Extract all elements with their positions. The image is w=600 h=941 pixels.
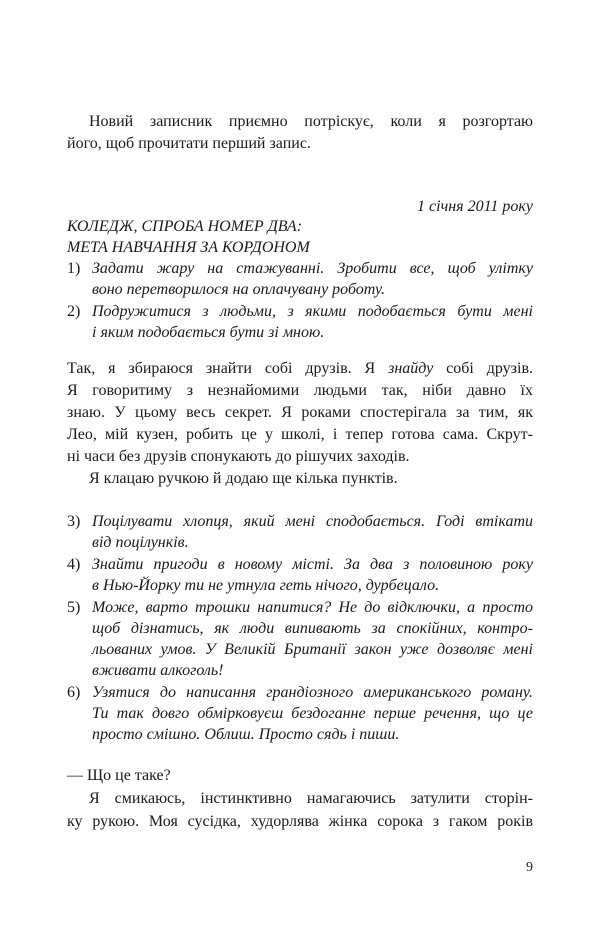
emphasis: знайду [388,360,434,377]
list-item: воно перетворилося на оплачувану роботу. [92,281,386,298]
entry-date: 1 січня 2011 року [417,198,533,215]
intro-line: його, щоб прочитати перший запис. [67,135,311,152]
paragraph-line: Лео, мій кузен, робить це у школі, і тепер готова сама. Скрут- [67,426,533,443]
list-item: Подружитися з людьми, з якими подобається бути мені [92,303,533,320]
list-number: 2) [67,303,81,320]
list-item: Знайти пригоди в новому місті. За два з половиною року [92,556,533,573]
paragraph-line: Я говоритиму з незнайомими людьми так, ніби давно їх [67,382,533,399]
list-item: Може, варто трошки напитися? Не до відключки, а просто [92,599,533,616]
paragraph-line [67,358,533,379]
paragraph-line: Я клацаю ручкою й додаю ще кілька пунктів. [89,470,398,487]
list-item: Узятися до написання грандіозного американського роману. [92,684,533,701]
list-item: в Нью-Йорку ти не утнула геть нічого, дурбецало. [92,577,440,594]
paragraph-line: ні часи без друзів спонукають до рішучих заходів. [67,448,410,465]
list-item: від поцілунків. [92,534,189,551]
list-item: льованих умов. У Великій Британії закон уже дозволяє мені [92,641,533,658]
list-number: 3) [67,513,81,530]
list-item: щоб дізнатись, як люди випивають за спокійних, контро- [92,620,533,637]
list-item: Задати жару на стажуванні. Зробити все, щоб улітку [92,260,533,277]
list-item: вживати алкоголь! [92,662,224,679]
paragraph-line: Я смикаюсь, інстинктивно намагаючись затулити сторін- [89,790,533,807]
list-item: просто смішно. Облиш. Просто сядь і пиши. [92,726,400,743]
list-number: 1) [67,260,81,277]
list-item: і яким подобається бути зі мною. [92,324,325,341]
text: Так, я збираюся знайти собі друзів. Я [67,360,389,377]
text: собі друзів. [433,360,534,377]
list-number: 4) [67,556,81,573]
list-number: 6) [67,684,81,701]
list-item: Поцілувати хлопця, який мені сподобається. Годі втікати [92,513,533,530]
paragraph-line: ку рукою. Моя сусідка, худорлява жінка сорока з гаком років [67,813,533,830]
list-number: 5) [67,599,81,616]
list-item: Ти так довго обмірковуєш бездоганне перше речення, що це [92,705,533,722]
entry-heading: МЕТА НАВЧАННЯ ЗА КОРДОНОМ [67,239,310,256]
intro-line: Новий записник приємно потріскує, коли я розгортаю [89,113,533,130]
entry-heading: КОЛЕДЖ, СПРОБА НОМЕР ДВА: [67,218,303,235]
paragraph-line: знаю. У цьому весь секрет. Я роками спостерігала за тим, як [67,404,533,421]
dialogue-line: — Що це таке? [67,767,171,784]
page-number: 9 [526,860,533,875]
